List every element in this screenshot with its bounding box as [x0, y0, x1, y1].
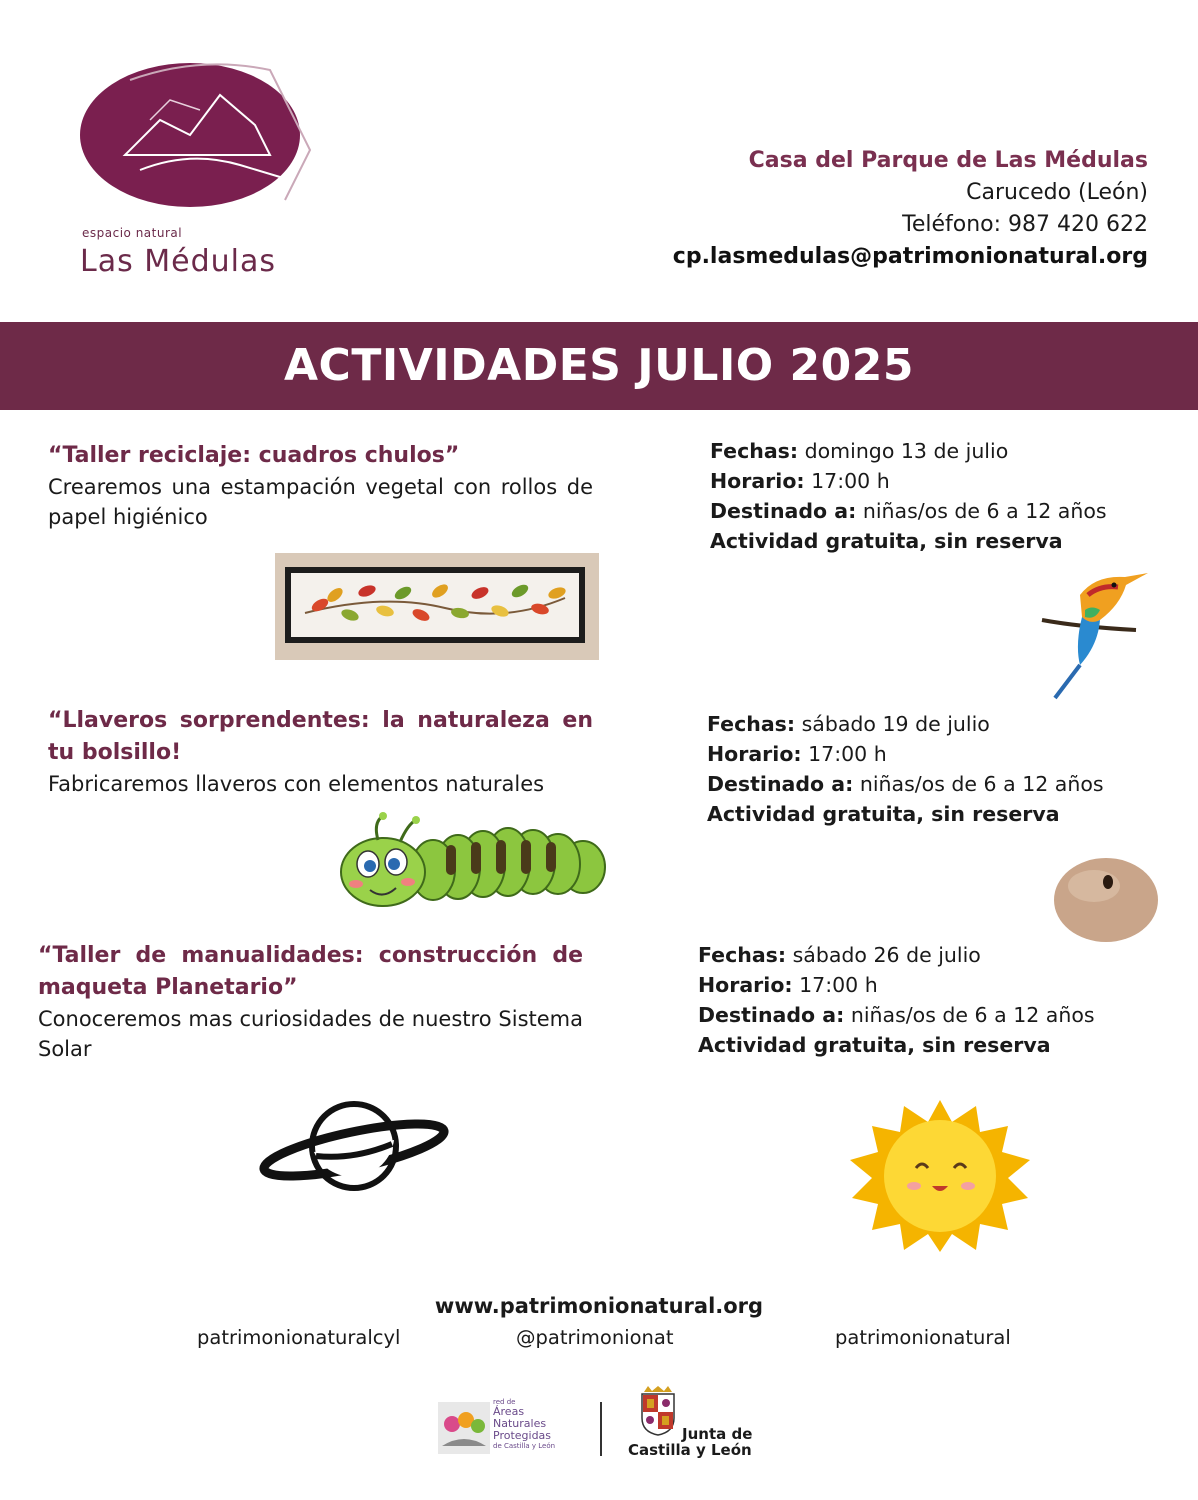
- activity-audience: niñas/os de 6 a 12 años: [850, 1003, 1095, 1027]
- contact-email[interactable]: cp.lasmedulas@patrimonionatural.org: [672, 244, 1148, 269]
- destinado-label: Destinado a:: [698, 1003, 845, 1027]
- title-banner: [0, 322, 1198, 410]
- horario-label: Horario:: [710, 469, 805, 493]
- destinado-label: Destinado a:: [707, 772, 854, 796]
- logo-subtitle: espacio natural: [82, 226, 183, 240]
- social-twitter[interactable]: @patrimonionat: [516, 1326, 674, 1349]
- activity-2-details: [707, 709, 1167, 829]
- red-areas-text: red de Áreas Naturales Protegidas de Castilla y León: [493, 1398, 556, 1450]
- social-facebook[interactable]: patrimonionaturalcyl: [197, 1326, 401, 1349]
- activity-title: “Taller de manualidades: construcción de maqueta Planetario”: [38, 943, 583, 1000]
- horario-label: Horario:: [707, 742, 802, 766]
- activity-note: Actividad gratuita, sin reserva: [707, 802, 1060, 826]
- junta-castilla-leon-text: Junta de Castilla y León: [628, 1425, 753, 1459]
- caterpillar-illustration: [338, 812, 608, 912]
- activity-title: “Llaveros sorprendentes: la naturaleza en tu bolsillo!: [48, 708, 593, 765]
- fechas-label: Fechas:: [707, 712, 796, 736]
- activity-title: “Taller reciclaje: cuadros chulos”: [48, 443, 460, 468]
- fechas-label: Fechas:: [698, 943, 787, 967]
- contact-location: Carucedo (León): [966, 180, 1148, 205]
- activity-1: [48, 440, 593, 532]
- page-title: ACTIVIDADES JULIO 2025: [283, 340, 914, 391]
- red-areas-naturales-logo: [438, 1402, 490, 1454]
- bee-eater-bird-illustration: [1040, 565, 1152, 700]
- activity-3: [38, 940, 583, 1064]
- activity-3-details: [698, 940, 1158, 1060]
- activity-time: 17:00 h: [808, 742, 887, 766]
- smiling-sun-illustration: [848, 1100, 1032, 1252]
- activity-description: Crearemos una estampación vegetal con rollos de papel higiénico: [48, 475, 593, 529]
- activity-description: Fabricaremos llaveros con elementos naturales: [48, 772, 545, 796]
- footer-website[interactable]: www.patrimonionatural.org: [434, 1294, 764, 1318]
- footer-divider: [600, 1402, 602, 1456]
- activity-date: domingo 13 de julio: [804, 439, 1009, 463]
- contact-phone: Teléfono: 987 420 622: [902, 212, 1148, 237]
- destinado-label: Destinado a:: [710, 499, 857, 523]
- activity-time: 17:00 h: [811, 469, 890, 493]
- activity-audience: niñas/os de 6 a 12 años: [859, 772, 1104, 796]
- social-instagram[interactable]: patrimonionatural: [835, 1326, 1011, 1349]
- activity-2: [48, 705, 593, 799]
- fechas-label: Fechas:: [710, 439, 799, 463]
- leaf-frame-picture: [275, 553, 599, 660]
- logo-title: Las Médulas: [80, 244, 277, 279]
- activity-note: Actividad gratuita, sin reserva: [698, 1033, 1051, 1057]
- activity-date: sábado 26 de julio: [792, 943, 981, 967]
- activity-description: Conoceremos mas curiosidades de nuestro Sistema Solar: [38, 1007, 583, 1061]
- contact-title: Casa del Parque de Las Médulas: [748, 148, 1148, 173]
- activity-1-details: [710, 436, 1170, 556]
- contact-block: [673, 145, 1148, 273]
- activity-time: 17:00 h: [799, 973, 878, 997]
- activity-note: Actividad gratuita, sin reserva: [710, 529, 1063, 553]
- activity-audience: niñas/os de 6 a 12 años: [862, 499, 1107, 523]
- planet-icon: [258, 1100, 450, 1192]
- seed-ball-illustration: [1050, 852, 1162, 944]
- activity-date: sábado 19 de julio: [801, 712, 990, 736]
- horario-label: Horario:: [698, 973, 793, 997]
